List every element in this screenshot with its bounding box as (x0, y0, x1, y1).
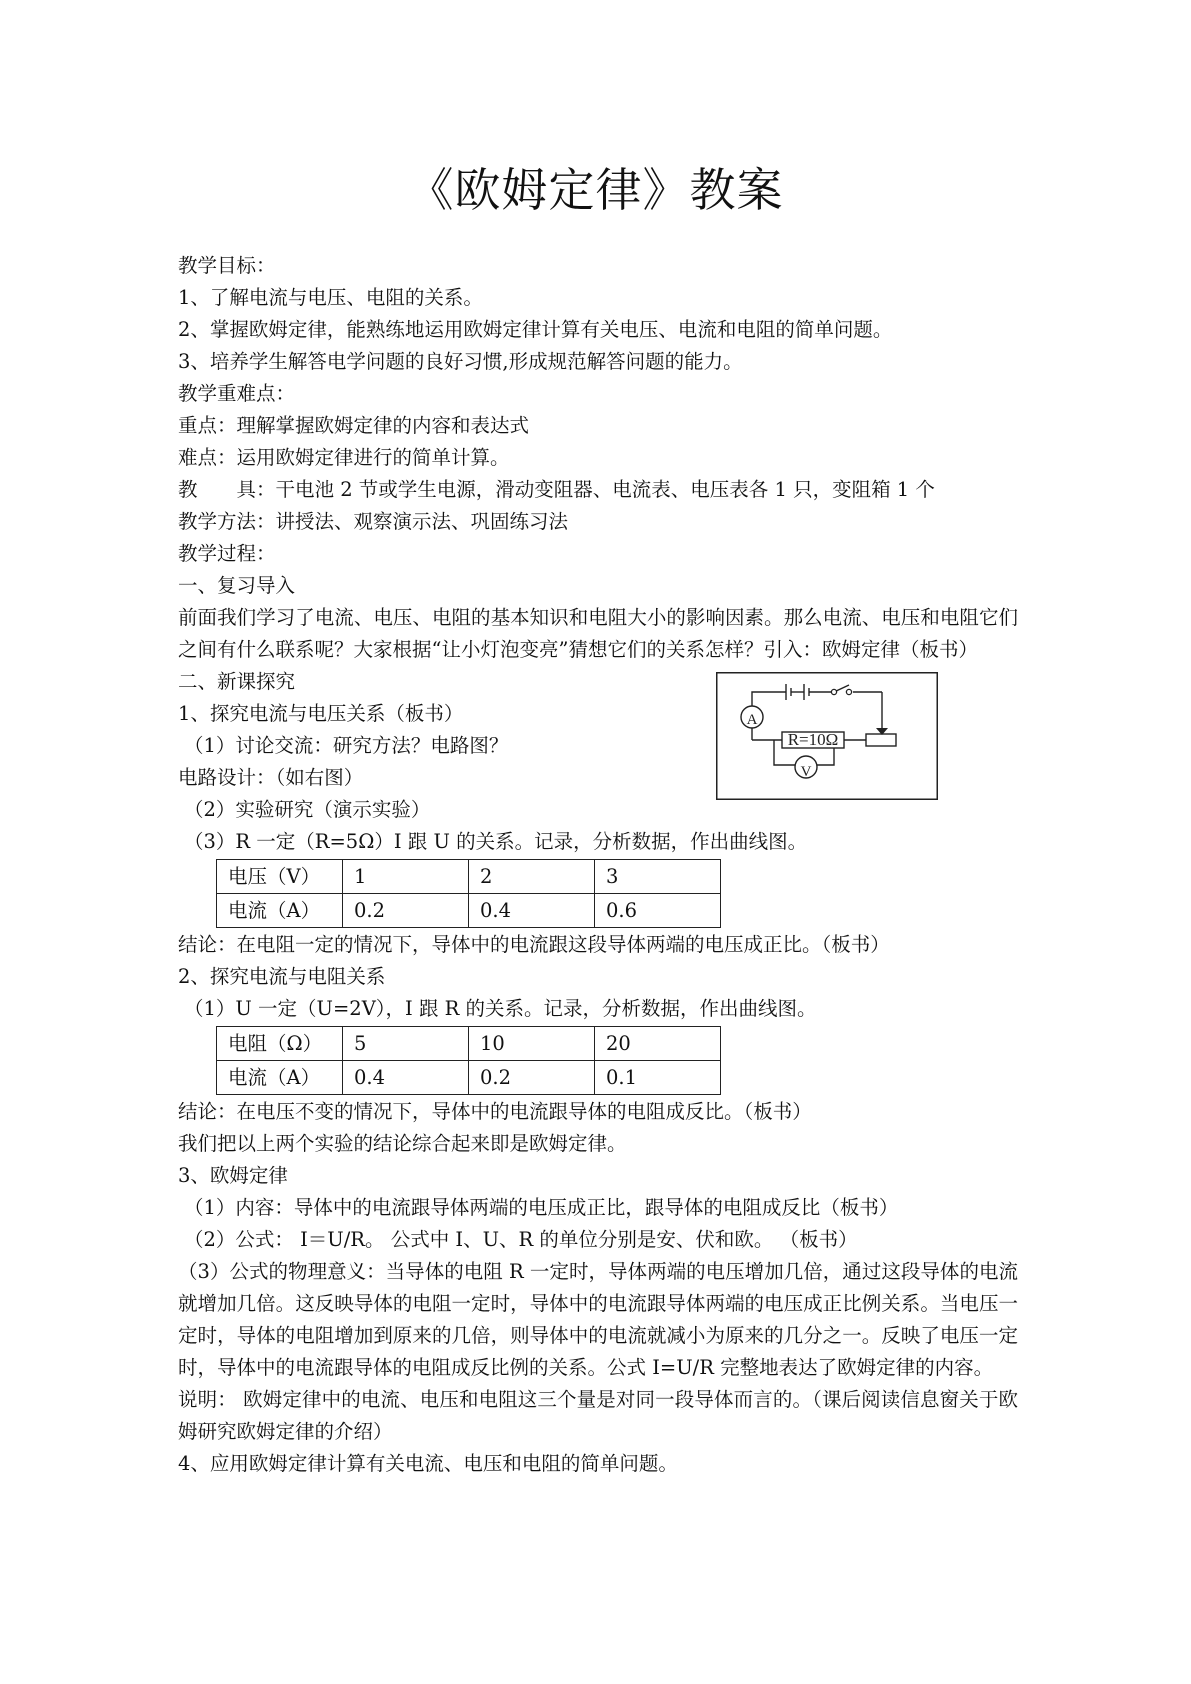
experiment-line: （2）实验研究（演示实验） (184, 798, 431, 821)
subsection-application-heading: 4、应用欧姆定律计算有关电流、电压和电阻的简单问题。 (178, 1452, 678, 1475)
step-2-heading: 二、新课探究 (178, 670, 296, 693)
table-row (217, 860, 721, 894)
resistor-label: R=10Ω (787, 730, 839, 749)
physical-meaning-paragraph: （3）公式的物理意义：当导体的电阻 R 一定时，导体两端的电压增加几倍，通过这段导体的电流就增加几倍。这反映导体的电阻一定时，导体中的电流跟导体两端的电压成正比例关系。当电压一定时，导体的电阻增加到原来的几倍，则导体中的电流就减小为原来的几分之一。反映了电压一定时，导体中的电流跟导体的电阻成反比例的关系。公式 I=U/R 完整地表达了欧姆定律的内容。 (178, 1260, 1018, 1379)
voltmeter-label: V (800, 764, 812, 780)
objective-2: 2、掌握欧姆定律，能熟练地运用欧姆定律计算有关电压、电流和电阻的简单问题。 (178, 318, 893, 341)
combined-conclusion: 我们把以上两个实验的结论综合起来即是欧姆定律。 (178, 1132, 627, 1155)
circuit-diagram (716, 672, 938, 800)
subsection-voltage-heading: 1、探究电流与电压关系（板书） (178, 702, 464, 725)
resistance-current-table (216, 1026, 721, 1095)
subsection-ohms-law-heading: 3、欧姆定律 (178, 1164, 288, 1187)
key-point: 重点：理解掌握欧姆定律的内容和表达式 (178, 414, 530, 437)
table-cell: 电流（A） (217, 1061, 343, 1095)
section-heading-process: 教学过程： (178, 542, 276, 565)
circuit-design-line: 电路设计：（如右图） (178, 766, 364, 789)
switch-pivot (831, 689, 836, 694)
table-cell: 电阻（Ω） (217, 1027, 343, 1061)
difficult-point: 难点：运用欧姆定律进行的简单计算。 (178, 446, 510, 469)
objective-3: 3、培养学生解答电学问题的良好习惯,形成规范解答问题的能力。 (178, 350, 743, 373)
table-cell: 电压（V） (217, 860, 343, 894)
r-constant-line: （3）R 一定（R=5Ω）I 跟 U 的关系。记录，分析数据，作出曲线图。 (184, 830, 808, 853)
table-cell: 1 (343, 860, 469, 894)
table-cell: 20 (595, 1027, 721, 1061)
switch-contact (846, 689, 851, 694)
step-1-heading: 一、复习导入 (178, 574, 296, 597)
table-cell: 0.2 (343, 894, 469, 928)
law-content: （1）内容：导体中的电流跟导体两端的电压成正比，跟导体的电阻成反比（板书） (184, 1196, 899, 1219)
table-cell: 10 (469, 1027, 595, 1061)
table-cell: 2 (469, 860, 595, 894)
table-cell: 3 (595, 860, 721, 894)
law-formula: （2）公式： I＝U/R。 公式中 I、U、R 的单位分别是安、伏和欧。 （板书） (184, 1228, 858, 1251)
document-body (178, 250, 1018, 1480)
table-cell: 0.4 (343, 1061, 469, 1095)
table-row (217, 1061, 721, 1095)
table-cell: 0.6 (595, 894, 721, 928)
voltage-current-table (216, 859, 721, 928)
table-cell: 5 (343, 1027, 469, 1061)
u-constant-line: （1）U 一定（U=2V），I 跟 R 的关系。记录，分析数据，作出曲线图。 (184, 997, 817, 1020)
document-title: 《欧姆定律》教案 (407, 163, 784, 217)
table-cell: 0.2 (469, 1061, 595, 1095)
teaching-methods: 教学方法：讲授法、观察演示法、巩固练习法 (178, 510, 569, 533)
objective-1: 1、了解电流与电压、电阻的关系。 (178, 286, 483, 309)
table-cell: 电流（A） (217, 894, 343, 928)
subsection-resistance-heading: 2、探究电流与电阻关系 (178, 965, 386, 988)
note-paragraph: 说明： 欧姆定律中的电流、电压和电阻这三个量是对同一段导体而言的。（课后阅读信息窗关于欧姆研究欧姆定律的介绍） (178, 1388, 1018, 1443)
discussion-line: （1）讨论交流：研究方法？电路图？ (184, 734, 509, 757)
table-cell: 0.4 (469, 894, 595, 928)
table-row (217, 1027, 721, 1061)
teaching-aids: 教 具：干电池 2 节或学生电源，滑动变阻器、电流表、电压表各 1 只，变阻箱 1 个 (178, 478, 935, 501)
table-row (217, 894, 721, 928)
conclusion-2: 结论：在电压不变的情况下，导体中的电流跟导体的电阻成反比。（板书） (178, 1100, 812, 1123)
conclusion-1: 结论：在电阻一定的情况下，导体中的电流跟这段导体两端的电压成正比。（板书） (178, 933, 890, 956)
section-heading-key-points: 教学重难点： (178, 382, 296, 405)
ammeter-label: A (746, 712, 758, 728)
table-cell: 0.1 (595, 1061, 721, 1095)
review-paragraph: 前面我们学习了电流、电压、电阻的基本知识和电阻大小的影响因素。那么电流、电压和电阻它们之间有什么联系呢？大家根据“让小灯泡变亮”猜想它们的关系怎样？引入：欧姆定律（板书） (178, 606, 1018, 661)
section-heading-objectives: 教学目标： (178, 254, 276, 277)
